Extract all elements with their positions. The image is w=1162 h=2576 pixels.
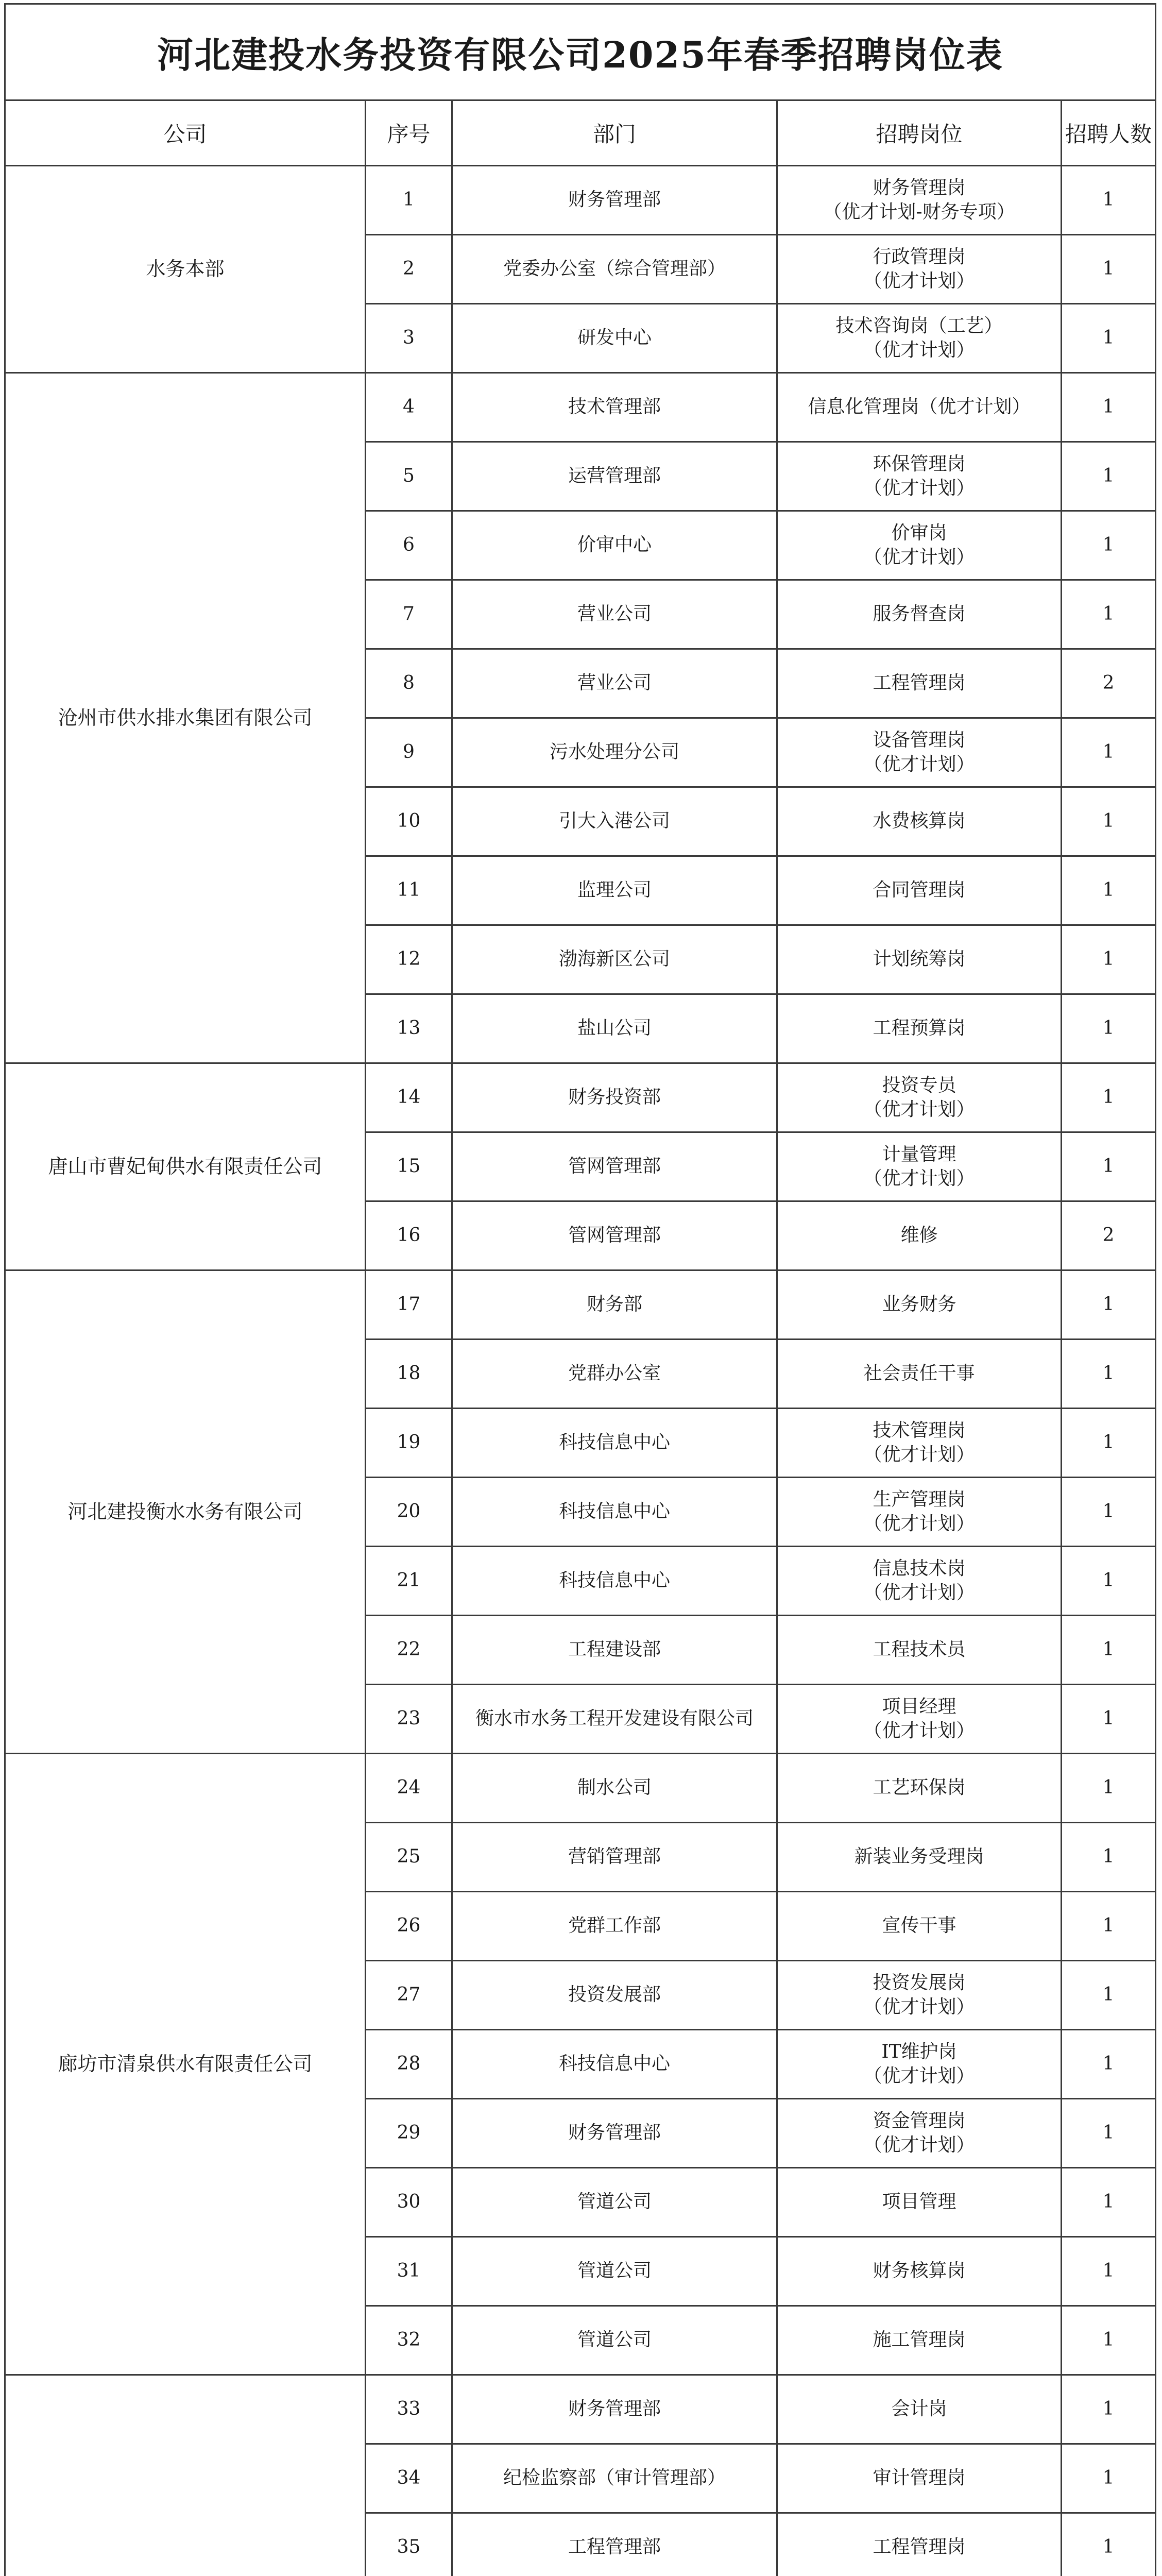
row-number: 23 <box>366 1685 452 1754</box>
headcount-cell: 1 <box>1062 994 1156 1063</box>
headcount-cell: 1 <box>1062 1892 1156 1961</box>
table-row <box>5 2375 1156 2444</box>
headcount-cell: 1 <box>1062 1478 1156 1547</box>
header-position: 招聘岗位 <box>777 100 1062 166</box>
department-cell: 财务管理部 <box>452 166 777 235</box>
row-number: 32 <box>366 2306 452 2375</box>
headcount-cell: 1 <box>1062 166 1156 235</box>
department-cell: 工程管理部 <box>452 2513 777 2576</box>
position-title: 信息化管理岗（优才计划） <box>808 396 1031 418</box>
row-number: 30 <box>366 2168 452 2237</box>
position-cell <box>777 1823 1062 1892</box>
position-title: 项目管理 <box>882 2191 956 2213</box>
department-cell: 引大入港公司 <box>452 787 777 856</box>
position-title: 会计岗 <box>891 2398 947 2420</box>
position-cell <box>777 1892 1062 1961</box>
position-note: （优才计划） <box>863 1098 975 1120</box>
position-title: 投资发展岗 <box>873 1972 966 1994</box>
position-title: 设备管理岗 <box>873 730 966 751</box>
position-title: 行政管理岗 <box>873 246 966 268</box>
header-count: 招聘人数 <box>1062 100 1156 166</box>
headcount-cell: 1 <box>1062 580 1156 649</box>
position-cell <box>777 2099 1062 2168</box>
position-title: 计划统筹岗 <box>873 948 966 970</box>
headcount-cell: 1 <box>1062 2375 1156 2444</box>
department-cell: 技术管理部 <box>452 373 777 442</box>
title-row <box>5 4 1156 100</box>
position-cell <box>777 2306 1062 2375</box>
department-cell: 财务部 <box>452 1270 777 1340</box>
position-cell <box>777 1132 1062 1201</box>
headcount-cell: 1 <box>1062 1961 1156 2030</box>
headcount-cell: 1 <box>1062 442 1156 511</box>
position-note: （优才计划） <box>863 1513 975 1534</box>
position-title: 维修 <box>900 1225 938 1246</box>
position-cell <box>777 2237 1062 2306</box>
department-cell: 党群办公室 <box>452 1340 777 1409</box>
headcount-cell: 2 <box>1062 649 1156 718</box>
row-number: 17 <box>366 1270 452 1340</box>
header-dept: 部门 <box>452 100 777 166</box>
header-no: 序号 <box>366 100 452 166</box>
department-cell: 制水公司 <box>452 1754 777 1823</box>
department-cell: 科技信息中心 <box>452 1547 777 1616</box>
position-cell <box>777 373 1062 442</box>
company-cell <box>5 2375 366 2576</box>
position-title: 施工管理岗 <box>873 2329 966 2351</box>
position-cell <box>777 2513 1062 2576</box>
position-note: （优才计划） <box>863 339 975 361</box>
row-number: 14 <box>366 1063 452 1132</box>
row-number: 34 <box>366 2444 452 2513</box>
row-number: 7 <box>366 580 452 649</box>
row-number: 18 <box>366 1340 452 1409</box>
position-cell <box>777 511 1062 580</box>
department-cell: 衡水市水务工程开发建设有限公司 <box>452 1685 777 1754</box>
position-cell <box>777 1478 1062 1547</box>
table-row <box>5 1270 1156 1340</box>
row-number: 28 <box>366 2030 452 2099</box>
headcount-cell: 1 <box>1062 2306 1156 2375</box>
row-number: 35 <box>366 2513 452 2576</box>
headcount-cell: 1 <box>1062 718 1156 787</box>
position-cell <box>777 442 1062 511</box>
position-note: （优才计划） <box>863 2065 975 2087</box>
row-number: 5 <box>366 442 452 511</box>
department-cell: 科技信息中心 <box>452 2030 777 2099</box>
position-cell <box>777 649 1062 718</box>
position-note: （优才计划） <box>863 1582 975 1603</box>
position-title: 信息技术岗 <box>873 1558 966 1580</box>
department-cell: 价审中心 <box>452 511 777 580</box>
position-title: 服务督查岗 <box>873 603 966 625</box>
department-cell: 营销管理部 <box>452 1823 777 1892</box>
position-title: 业务财务 <box>882 1294 956 1315</box>
page-title: 河北建投水务投资有限公司2025年春季招聘岗位表 <box>5 4 1156 100</box>
department-cell: 科技信息中心 <box>452 1478 777 1547</box>
position-title: 工程预算岗 <box>873 1018 966 1039</box>
department-cell: 管网管理部 <box>452 1132 777 1201</box>
position-note: （优才计划） <box>863 1996 975 2018</box>
position-title: 新装业务受理岗 <box>854 1846 984 1868</box>
header-row <box>5 100 1156 166</box>
department-cell: 污水处理分公司 <box>452 718 777 787</box>
row-number: 12 <box>366 925 452 994</box>
position-cell <box>777 2375 1062 2444</box>
position-title: 资金管理岗 <box>873 2110 966 2132</box>
position-note: （优才计划） <box>863 753 975 775</box>
position-title: 财务管理岗 <box>873 177 966 199</box>
position-cell <box>777 1270 1062 1340</box>
position-title: 财务核算岗 <box>873 2260 966 2282</box>
position-cell <box>777 787 1062 856</box>
department-cell: 管网管理部 <box>452 1201 777 1270</box>
position-title: 价审岗 <box>891 522 947 544</box>
headcount-cell: 1 <box>1062 1823 1156 1892</box>
row-number: 8 <box>366 649 452 718</box>
department-cell: 渤海新区公司 <box>452 925 777 994</box>
department-cell: 纪检监察部（审计管理部） <box>452 2444 777 2513</box>
row-number: 33 <box>366 2375 452 2444</box>
row-number: 26 <box>366 1892 452 1961</box>
department-cell: 党群工作部 <box>452 1892 777 1961</box>
row-number: 21 <box>366 1547 452 1616</box>
position-cell <box>777 1685 1062 1754</box>
table-row <box>5 373 1156 442</box>
row-number: 4 <box>366 373 452 442</box>
headcount-cell: 1 <box>1062 1616 1156 1685</box>
headcount-cell: 1 <box>1062 373 1156 442</box>
headcount-cell: 1 <box>1062 1754 1156 1823</box>
position-title: 项目经理 <box>882 1696 956 1718</box>
headcount-cell: 1 <box>1062 235 1156 304</box>
row-number: 13 <box>366 994 452 1063</box>
position-cell <box>777 2444 1062 2513</box>
position-title: 宣传干事 <box>882 1915 956 1937</box>
position-cell <box>777 925 1062 994</box>
row-number: 22 <box>366 1616 452 1685</box>
department-cell: 研发中心 <box>452 304 777 373</box>
position-title: 工程管理岗 <box>873 672 966 694</box>
table-body <box>5 166 1156 2576</box>
position-cell <box>777 2030 1062 2099</box>
department-cell: 营业公司 <box>452 580 777 649</box>
headcount-cell: 1 <box>1062 2030 1156 2099</box>
department-cell: 财务管理部 <box>452 2099 777 2168</box>
position-title: 工程技术员 <box>873 1639 966 1660</box>
position-title: 水费核算岗 <box>873 810 966 832</box>
table-row <box>5 166 1156 235</box>
row-number: 20 <box>366 1478 452 1547</box>
row-number: 15 <box>366 1132 452 1201</box>
position-note: （优才计划） <box>863 1167 975 1189</box>
position-title: 工程管理岗 <box>873 2536 966 2558</box>
headcount-cell: 1 <box>1062 856 1156 925</box>
row-number: 31 <box>366 2237 452 2306</box>
position-cell <box>777 856 1062 925</box>
department-cell: 管道公司 <box>452 2168 777 2237</box>
position-cell <box>777 1201 1062 1270</box>
department-cell: 营业公司 <box>452 649 777 718</box>
position-title: 审计管理岗 <box>873 2467 966 2489</box>
position-cell <box>777 1616 1062 1685</box>
department-cell: 运营管理部 <box>452 442 777 511</box>
row-number: 11 <box>366 856 452 925</box>
row-number: 24 <box>366 1754 452 1823</box>
department-cell: 监理公司 <box>452 856 777 925</box>
position-note: （优才计划-财务专项） <box>823 201 1015 223</box>
header-company: 公司 <box>5 100 366 166</box>
position-cell <box>777 235 1062 304</box>
position-title: 生产管理岗 <box>873 1489 966 1511</box>
position-cell <box>777 304 1062 373</box>
department-cell: 财务管理部 <box>452 2375 777 2444</box>
headcount-cell: 1 <box>1062 1340 1156 1409</box>
headcount-cell: 1 <box>1062 1063 1156 1132</box>
position-cell <box>777 2168 1062 2237</box>
position-note: （优才计划） <box>863 477 975 499</box>
position-cell <box>777 1340 1062 1409</box>
recruitment-table <box>4 3 1156 2576</box>
row-number: 25 <box>366 1823 452 1892</box>
department-cell: 管道公司 <box>452 2237 777 2306</box>
position-cell <box>777 718 1062 787</box>
position-title: 技术管理岗 <box>873 1420 966 1442</box>
position-cell <box>777 166 1062 235</box>
position-note: （优才计划） <box>863 1444 975 1465</box>
row-number: 29 <box>366 2099 452 2168</box>
department-cell: 科技信息中心 <box>452 1409 777 1478</box>
position-title: 投资专员 <box>882 1075 956 1096</box>
row-number: 6 <box>366 511 452 580</box>
row-number: 2 <box>366 235 452 304</box>
position-title: 计量管理 <box>882 1144 956 1165</box>
position-note: （优才计划） <box>863 2134 975 2156</box>
headcount-cell: 1 <box>1062 1132 1156 1201</box>
headcount-cell: 1 <box>1062 304 1156 373</box>
headcount-cell: 2 <box>1062 1201 1156 1270</box>
position-cell <box>777 1409 1062 1478</box>
company-cell: 河北建投衡水水务有限公司 <box>5 1270 366 1754</box>
position-note: （优才计划） <box>863 546 975 568</box>
headcount-cell: 1 <box>1062 2513 1156 2576</box>
headcount-cell: 1 <box>1062 2099 1156 2168</box>
position-cell <box>777 1547 1062 1616</box>
headcount-cell: 1 <box>1062 1547 1156 1616</box>
position-title: 技术咨询岗（工艺） <box>835 315 1003 337</box>
headcount-cell: 1 <box>1062 2237 1156 2306</box>
row-number: 1 <box>366 166 452 235</box>
position-title: 环保管理岗 <box>873 453 966 475</box>
row-number: 3 <box>366 304 452 373</box>
company-cell: 廊坊市清泉供水有限责任公司 <box>5 1754 366 2375</box>
company-cell: 沧州市供水排水集团有限公司 <box>5 373 366 1063</box>
company-cell: 唐山市曹妃甸供水有限责任公司 <box>5 1063 366 1270</box>
headcount-cell: 1 <box>1062 2168 1156 2237</box>
position-cell <box>777 580 1062 649</box>
row-number: 19 <box>366 1409 452 1478</box>
row-number: 27 <box>366 1961 452 2030</box>
department-cell: 工程建设部 <box>452 1616 777 1685</box>
row-number: 10 <box>366 787 452 856</box>
headcount-cell: 1 <box>1062 1409 1156 1478</box>
headcount-cell: 1 <box>1062 925 1156 994</box>
headcount-cell: 1 <box>1062 787 1156 856</box>
company-cell: 水务本部 <box>5 166 366 373</box>
position-title: 社会责任干事 <box>863 1363 975 1384</box>
department-cell: 盐山公司 <box>452 994 777 1063</box>
position-title: IT维护岗 <box>881 2041 957 2063</box>
department-cell: 财务投资部 <box>452 1063 777 1132</box>
position-cell <box>777 1961 1062 2030</box>
row-number: 16 <box>366 1201 452 1270</box>
headcount-cell: 1 <box>1062 1270 1156 1340</box>
headcount-cell: 1 <box>1062 2444 1156 2513</box>
department-cell: 党委办公室（综合管理部） <box>452 235 777 304</box>
headcount-cell: 1 <box>1062 511 1156 580</box>
position-cell <box>777 994 1062 1063</box>
position-cell <box>777 1063 1062 1132</box>
department-cell: 投资发展部 <box>452 1961 777 2030</box>
headcount-cell: 1 <box>1062 1685 1156 1754</box>
position-title: 工艺环保岗 <box>873 1777 966 1799</box>
position-cell <box>777 1754 1062 1823</box>
department-cell: 管道公司 <box>452 2306 777 2375</box>
position-note: （优才计划） <box>863 270 975 292</box>
position-title: 合同管理岗 <box>873 879 966 901</box>
row-number: 9 <box>366 718 452 787</box>
table-row <box>5 1754 1156 1823</box>
table-row <box>5 1063 1156 1132</box>
position-note: （优才计划） <box>863 1720 975 1741</box>
